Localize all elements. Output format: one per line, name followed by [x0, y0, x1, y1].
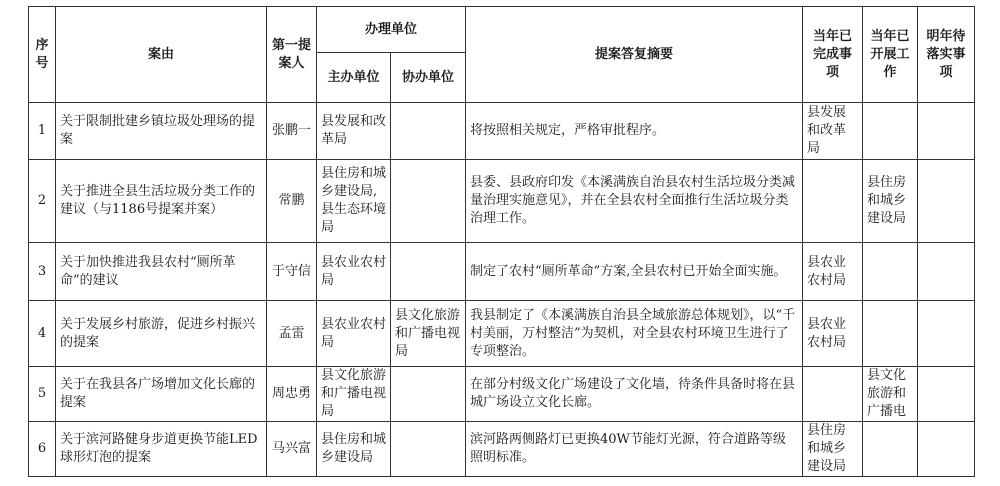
header-row [29, 7, 975, 53]
cell-done: 县住房和城乡建设局 [803, 422, 863, 477]
cell-proposer: 常鹏 [267, 160, 317, 243]
header-assist: 协办单位 [391, 53, 466, 103]
cell-seq: 4 [29, 301, 56, 367]
proposal-table [28, 6, 975, 477]
cell-summary: 我县制定了《本溪满族自治县全域旅游总体规划》，以“千村美丽，万村整洁”为契机，对全县农村环境卫生进行了专项整治。 [466, 301, 803, 367]
cell-host: 县住房和城乡建设局 [317, 422, 391, 477]
cell-summary: 县委、县政府印发《本溪满族自治县农村生活垃圾分类减量治理实施意见》，并在全县农村全面推行生活垃圾分类治理工作。 [466, 160, 803, 243]
table-row [29, 422, 975, 477]
cell-assist [391, 367, 466, 422]
cell-done: 县发展和改革局 [803, 103, 863, 160]
table-row [29, 301, 975, 367]
cell-host: 县农业农村局 [317, 243, 391, 301]
cell-assist [391, 243, 466, 301]
cell-ongoing [863, 301, 918, 367]
cell-ongoing: 县文化旅游和广播电 [863, 367, 918, 422]
cell-next [918, 103, 975, 160]
cell-assist [391, 160, 466, 243]
cell-reason: 关于发展乡村旅游，促进乡村振兴的提案 [56, 301, 267, 367]
cell-next [918, 367, 975, 422]
cell-next [918, 243, 975, 301]
header-units: 办理单位 [317, 7, 466, 53]
header-seq: 序号 [29, 7, 56, 103]
table-row [29, 160, 975, 243]
cell-done: 县农业农村局 [803, 301, 863, 367]
cell-host: 县发展和改革局 [317, 103, 391, 160]
cell-done [803, 160, 863, 243]
header-done: 当年已完成事项 [803, 7, 863, 103]
cell-done: 县农业农村局 [803, 243, 863, 301]
cell-ongoing [863, 243, 918, 301]
cell-seq: 6 [29, 422, 56, 477]
cell-summary: 制定了农村“厕所革命”方案,全县农村已开始全面实施。 [466, 243, 803, 301]
cell-proposer: 周忠勇 [267, 367, 317, 422]
cell-next [918, 301, 975, 367]
header-summary: 提案答复摘要 [466, 7, 803, 103]
cell-seq: 2 [29, 160, 56, 243]
cell-done [803, 367, 863, 422]
cell-next [918, 422, 975, 477]
cell-proposer: 孟雷 [267, 301, 317, 367]
header-proposer: 第一提案人 [267, 7, 317, 103]
header-next: 明年待落实事项 [918, 7, 975, 103]
cell-summary: 将按照相关规定，严格审批程序。 [466, 103, 803, 160]
cell-host: 县农业农村局 [317, 301, 391, 367]
cell-host: 县文化旅游和广播电视局 [317, 367, 391, 422]
cell-assist [391, 103, 466, 160]
cell-reason: 关于限制批建乡镇垃圾处理场的提案 [56, 103, 267, 160]
cell-seq: 1 [29, 103, 56, 160]
cell-assist [391, 422, 466, 477]
cell-reason: 关于滨河路健身步道更换节能LED球形灯泡的提案 [56, 422, 267, 477]
cell-reason: 关于加快推进我县农村“厕所革命”的建议 [56, 243, 267, 301]
cell-reason: 关于在我县各广场增加文化长廊的提案 [56, 367, 267, 422]
cell-summary: 滨河路两侧路灯已更换40W节能灯光源，符合道路等级照明标准。 [466, 422, 803, 477]
cell-summary: 在部分村级文化广场建设了文化墙，待条件具备时将在县城广场设立文化长廊。 [466, 367, 803, 422]
header-host: 主办单位 [317, 53, 391, 103]
cell-ongoing [863, 422, 918, 477]
table-row [29, 243, 975, 301]
cell-assist: 县文化旅游和广播电视局 [391, 301, 466, 367]
cell-proposer: 于守信 [267, 243, 317, 301]
cell-next [918, 160, 975, 243]
cell-ongoing: 县住房和城乡建设局 [863, 160, 918, 243]
cell-host: 县住房和城乡建设局,县生态环境局 [317, 160, 391, 243]
header-reason: 案由 [56, 7, 267, 103]
cell-seq: 5 [29, 367, 56, 422]
cell-seq: 3 [29, 243, 56, 301]
cell-proposer: 马兴富 [267, 422, 317, 477]
cell-ongoing [863, 103, 918, 160]
cell-proposer: 张鹏一 [267, 103, 317, 160]
cell-reason: 关于推进全县生活垃圾分类工作的建议（与1186号提案并案） [56, 160, 267, 243]
table-row [29, 367, 975, 422]
table-row [29, 103, 975, 160]
header-ongoing: 当年已开展工作 [863, 7, 918, 103]
